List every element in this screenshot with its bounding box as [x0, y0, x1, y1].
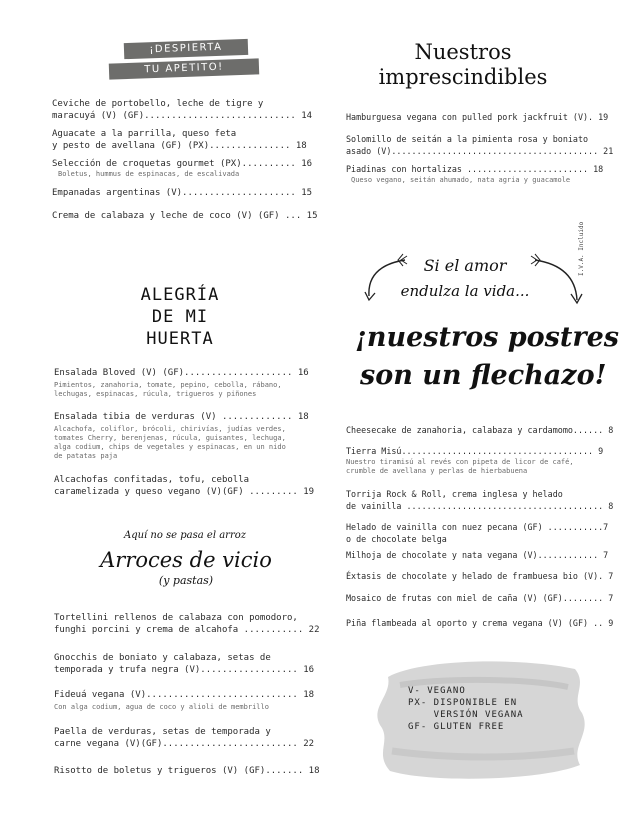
legend-version-vegana: VERSIÓN VEGANA [408, 710, 524, 720]
menu-item: Mosaico de frutas con miel de caña (V) (GF)........ 7 [346, 593, 614, 603]
menu-item: Helado de vainilla con nuez pecana (GF) ...........7 o de chocolate belga [346, 522, 609, 544]
menu-item-description: Alcachofa, coliflor, brócoli, chirivías, judías verdes, tomates Cherry, berenjenas, rúcula, guisantes, lechuga, alga codium, chips de vegetales y espinacas, en un nido de patatas paja [54, 425, 286, 460]
menu-item: Ceviche de portobello, leche de tigre y maracuyá (V) (GF)............................ 14 [52, 99, 313, 121]
legend-vegano: V- VEGANO [408, 686, 466, 696]
menu-item: Tierra Misú...................................... 9 [346, 446, 604, 456]
iva-note: I.V.A. Incluido [578, 221, 585, 276]
menu-item: Hamburguesa vegana con pulled pork jackfruit (V). 19 [346, 112, 609, 122]
dessert-big-line2: son un flechazo! [360, 360, 607, 391]
banner-tu-apetito: TU APETITO! [109, 58, 259, 79]
menu-item: Solomillo de seitán a la pimienta rosa y boniato asado (V)......................................... 21 [346, 134, 614, 156]
menu-item: Aguacate a la parrilla, queso feta y pesto de avellana (GF) (PX)............... 18 [52, 129, 307, 151]
menu-item: Piadinas con hortalizas ........................ 18 [346, 164, 604, 174]
menu-item: Gnocchis de boniato y calabaza, setas de temporada y trufa negra (V).................. 16 [54, 653, 315, 675]
menu-item: Selección de croquetas gourmet (PX).......... 16 [52, 159, 313, 169]
menu-item: Alcachofas confitadas, tofu, cebolla caramelizada y queso vegano (V)(GF) ......... 19 [54, 475, 315, 497]
menu-item: Éxtasis de chocolate y helado de frambuesa bio (V). 7 [346, 571, 614, 581]
menu-item: Milhoja de chocolate y nata vegana (V)............ 7 [346, 550, 609, 560]
menu-item: Ensalada Bloved (V) (GF).................... 16 [54, 368, 309, 378]
garden-title-line3: HUERTA [146, 329, 214, 349]
menu-item: Tortellini rellenos de calabaza con pomodoro, funghi porcini y crema de alcahofa ........... 22 [54, 613, 320, 635]
menu-item: Paella de verduras, setas de temporada y carne vegana (V)(GF)......................... 22 [54, 727, 315, 749]
garden-title-line1: ALEGRÍA [140, 285, 220, 305]
menu-item: Torrija Rock & Roll, crema inglesa y helado de vainilla ....................................... 8 [346, 489, 614, 511]
legend-disponible: PX- DISPONIBLE EN [408, 698, 518, 708]
menu-item-description: Con alga codium, agua de coco y alioli de membrillo [54, 703, 269, 711]
menu-item: Ensalada tibia de verduras (V) ............. 18 [54, 412, 309, 422]
dessert-big-line1: ¡nuestros postres [355, 322, 619, 353]
essentials-title-line1: Nuestros [414, 40, 512, 64]
banner-despierta: ¡DESPIERTA [124, 39, 248, 59]
rice-title: Arroces de vicio [100, 548, 272, 572]
menu-item-description: Nuestro tiramisú al revés con pipeta de licor de café, crumble de avellana y perlas de hierbabuena [346, 458, 574, 475]
menu-item: Fideuá vegana (V)............................ 18 [54, 690, 315, 700]
menu-item-description: Queso vegano, seitán ahumado, nata agria y guacamole [351, 176, 571, 184]
rice-subtitle: (y pastas) [158, 574, 214, 587]
menu-item-description: Boletus, hummus de espinacas, de escalivada [58, 170, 240, 178]
rice-tagline: Aquí no se pasa el arroz [123, 530, 247, 541]
garden-title-line2: DE MI [151, 307, 209, 327]
menu-item: Risotto de boletus y trigueros (V) (GF)....... 18 [54, 766, 320, 776]
dessert-script-line1: Si el amor [423, 256, 507, 275]
essentials-title-line2: imprescindibles [378, 65, 548, 89]
legend-gluten-free: GF- GLUTEN FREE [408, 722, 505, 732]
menu-item: Crema de calabaza y leche de coco (V) (GF) ... 15 [52, 211, 318, 221]
menu-item: Empanadas argentinas (V)..................... 15 [52, 188, 313, 198]
menu-item: Cheesecake de zanahoria, calabaza y cardamomo...... 8 [346, 425, 614, 435]
menu-item-description: Pimientos, zanahoria, tomate, pepino, cebolla, rábano, lechugas, espinacas, rúcula, trigueros y piñones [54, 381, 282, 398]
dessert-script-line2: endulza la vida... [400, 282, 530, 300]
menu-item: Piña flambeada al oporto y crema vegana (V) (GF) .. 9 [346, 618, 614, 628]
